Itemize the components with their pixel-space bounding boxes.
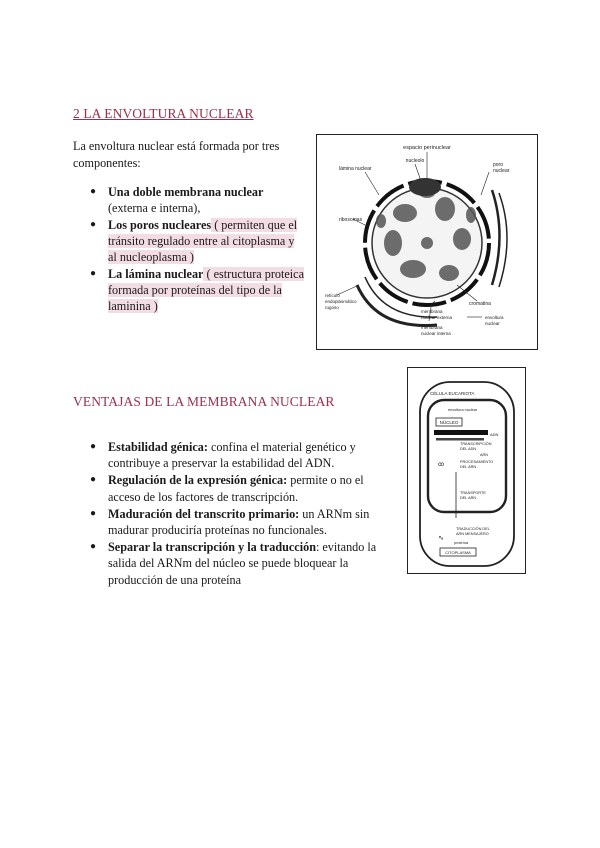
label-membrana-interna: membrana <box>421 325 443 330</box>
list-item-term: Regulación de la expresión génica: <box>108 473 288 488</box>
label-envoltura: envoltura nuclear <box>448 408 478 412</box>
label-perinuclear: espacio perinuclear <box>403 145 451 151</box>
list-item-text: ( estructura proteica formada por proteínas del tipo de la laminina ) <box>108 267 304 314</box>
label-cromatina: cromatina <box>469 301 491 307</box>
list-item <box>73 217 305 266</box>
label-reticulo: retículo <box>325 293 340 298</box>
label-ribosomas: ribosomas <box>339 217 363 223</box>
label-proteina: proteína <box>454 541 468 545</box>
protein-glyph: ∿ <box>438 535 444 542</box>
label-reticulo: rugoso <box>325 305 339 310</box>
label-transcripcion: TRANSCRIPCIÓN <box>460 442 492 446</box>
label-procesamiento: PROCESAMIENTO <box>460 460 494 464</box>
list-item <box>73 506 378 538</box>
list-item <box>73 439 378 471</box>
list-item-text: permite o no el acceso de los factores de transcripción. <box>108 473 364 504</box>
section-title-ventajas: VENTAJAS DE LA MEMBRANA NUCLEAR <box>73 394 335 409</box>
bullet-icon: ● <box>90 441 97 452</box>
label-traduccion: ARN MENSAJERO <box>456 532 489 536</box>
label-procesamiento: DEL ARN <box>460 465 477 469</box>
list-item-text: confina el material genético y contribuye a preservar la estabilidad del ADN. <box>108 440 356 471</box>
bullet-icon: ● <box>90 507 97 519</box>
list-item <box>73 184 305 216</box>
gene-expression-diagram <box>408 368 525 573</box>
list-item-term: La lámina nuclear <box>108 267 204 282</box>
label-citoplasma: CITOPLASMA <box>445 550 471 555</box>
list-item <box>73 472 378 504</box>
bullet-icon: ● <box>90 218 97 230</box>
list-item-term: Maduración del transcrito primario: <box>108 506 300 521</box>
label-traduccion: TRADUCCIÓN DEL <box>456 527 490 531</box>
list-item-text: un ARNm sin madurar produciría proteínas no funcionales. <box>108 506 370 538</box>
nucleolus <box>409 178 441 196</box>
intro-paragraph: La envoltura nuclear está formada por tres componentes: <box>73 139 280 170</box>
label-envoltura: envoltura <box>485 315 504 320</box>
label-arn: ARN <box>480 453 489 457</box>
rna-glyph: ꝏ <box>438 462 445 468</box>
bullet-icon: ● <box>90 474 97 486</box>
label-envoltura: nuclear <box>485 321 500 326</box>
list-item <box>73 266 305 315</box>
list-item-term: Estabilidad génica: <box>108 440 208 454</box>
bullet-icon: ● <box>90 268 97 280</box>
er-curve <box>492 190 500 285</box>
label-nucleo: NÚCLEO <box>439 420 459 425</box>
label-nucleolo: nucleolo <box>405 158 425 164</box>
list-item-text: : evitando la salida del ARNm del núcleo se puede bloquear la producción de una proteína <box>108 540 377 587</box>
list-item-term: Separar la transcripción y la traducción <box>108 540 316 555</box>
label-membrana-externa: membrana <box>421 309 443 314</box>
list-item-text: (externa e interna), <box>108 201 201 216</box>
label-poro: poro <box>493 162 504 168</box>
gene-expression-figure <box>407 367 526 574</box>
components-list <box>73 184 305 315</box>
label-transporte: DEL ARN <box>460 496 477 500</box>
dna-bar <box>436 438 484 441</box>
label-adn: ADN <box>490 432 499 437</box>
label-celula: CÉLULA EUCARIOTA <box>430 391 475 396</box>
label-lamina: lámina nuclear <box>339 166 372 172</box>
nuclear-envelope-figure <box>316 134 538 350</box>
list-item <box>73 539 378 588</box>
bullet-icon: ● <box>90 186 97 197</box>
dna-bar <box>434 430 488 435</box>
label-transporte: TRANSPORTE <box>460 491 486 495</box>
list-item-text: ( permiten que el tránsito regulado entre al citoplasma y al nucleoplasma ) <box>108 217 298 265</box>
label-membrana-externa: nuclear externa <box>421 315 453 320</box>
label-reticulo: endoplasmático <box>325 299 357 304</box>
nuclear-envelope-diagram <box>317 135 537 349</box>
list-item-term: Una doble membrana nuclear <box>108 185 264 199</box>
advantages-list <box>73 439 378 589</box>
label-membrana-interna: nuclear interna <box>421 331 451 336</box>
label-nuclear: nuclear <box>493 168 510 174</box>
list-item-term: Los poros nucleares <box>108 217 212 232</box>
section-title-envoltura: 2 LA ENVOLTURA NUCLEAR <box>73 106 254 121</box>
bullet-icon: ● <box>90 541 97 553</box>
label-transcripcion: DEL ADN <box>460 447 477 451</box>
